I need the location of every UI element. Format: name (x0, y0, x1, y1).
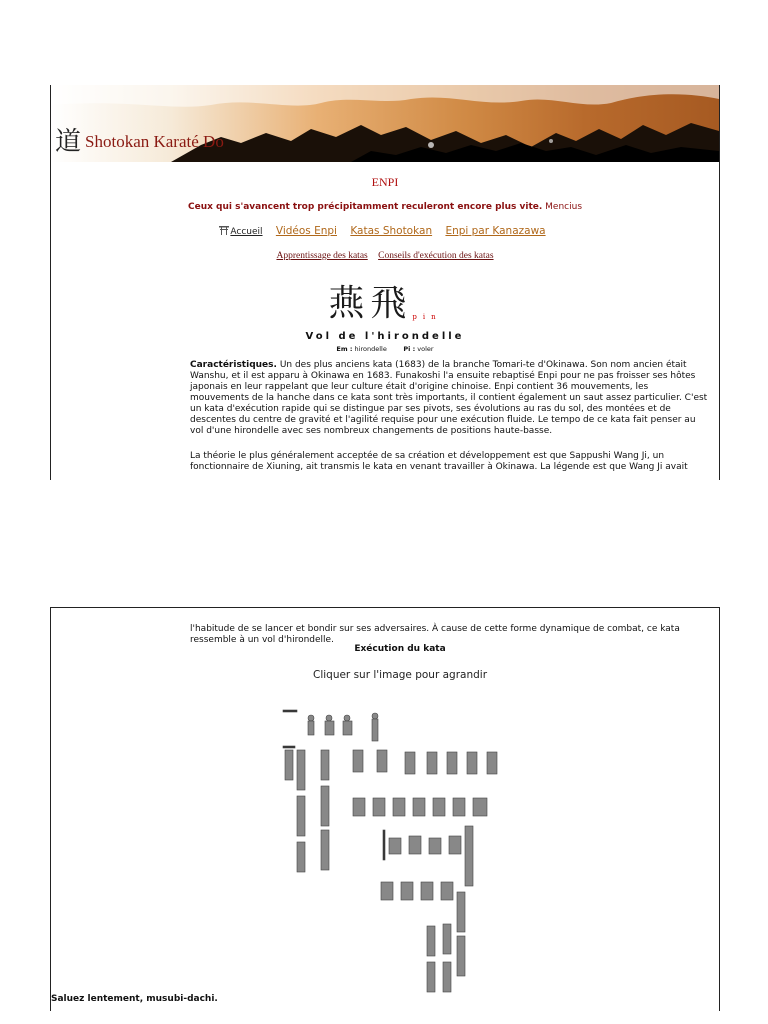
subnav-link-conseils[interactable]: Conseils d'exécution des katas (378, 251, 494, 261)
nav-home-link[interactable]: Accueil (230, 227, 263, 237)
page-title: ENPI (371, 175, 399, 189)
quote (51, 202, 719, 212)
pi-label: Pi : (403, 345, 416, 353)
paragraph-characteristics (190, 360, 710, 437)
execution-heading: Exécution du kata (354, 644, 446, 654)
pi-value: voler (417, 345, 434, 353)
main-nav (51, 225, 719, 237)
kata-diagram-image[interactable] (281, 706, 551, 1000)
page-1 (50, 85, 720, 480)
torii-gate-icon (219, 226, 229, 235)
nav-link-enpi-kanazawa[interactable]: Enpi par Kanazawa (445, 225, 546, 237)
click-hint: Cliquer sur l'image pour agrandir (312, 669, 488, 681)
em-label: Em : (336, 345, 353, 353)
translation (51, 345, 719, 353)
quote-text: Ceux qui s'avancent trop précipitamment reculeront encore plus vite. (187, 202, 543, 212)
site-name: Shotokan Karaté Do (85, 132, 224, 151)
kanji-chars: 燕飛 (328, 283, 413, 324)
kata-sequence-figures (281, 706, 551, 996)
paragraph-theory (190, 451, 710, 473)
nav-link-katas-shotokan[interactable]: Katas Shotokan (350, 225, 433, 237)
sub-nav (51, 251, 719, 261)
page-2 (50, 607, 720, 1011)
kata-meaning: Vol de l'hirondelle (305, 331, 465, 342)
em-value: hirondelle (354, 345, 387, 353)
paragraph-legend (190, 624, 710, 646)
quote-author: Mencius (545, 202, 583, 212)
site-logo[interactable] (55, 129, 224, 155)
figure-caption: Saluez lentement, musubi-dachi. (51, 994, 218, 1004)
paragraph-text: l'habitude de se lancer et bondir sur ses adversaires. À cause de cette forme dynamique de combat, ce kata ressemble à un vol d'hirondelle. (190, 624, 680, 645)
paragraph-lead: Caractéristiques. (190, 360, 277, 370)
paragraph-text: La théorie le plus généralement acceptée de sa création et développement est que Sappushi Wang Ji, un fonctionnaire de Xiuning, ait transmis le kata en venant travailler à Okinawa. La légende est que Wang Ji avait (190, 451, 688, 472)
subnav-link-apprentissage[interactable]: Apprentissage des katas (276, 251, 368, 261)
kanji-calligraphy (51, 275, 719, 326)
nav-link-videos-enpi[interactable]: Vidéos Enpi (275, 225, 337, 237)
paragraph-text: Un des plus anciens kata (1683) de la branche Tomari-te d'Okinawa. Son nom ancien était Wanshu, et il est apparu à Okinawa en 1683. Funakoshi l'a ensuite rebaptisé Enpi pour ne pas froisser ses hôtes japonais en leur rappelant que leur culture était d'origine chinoise. Enpi contient 36 mouvements, les mouvements de la hanche dans ce kata sont très importants, il contient également un saut assez particulier. C'est un kata d'exécution rapide qui se distingue par ses pivots, ses évolutions au ras du sol, des montées et de descentes du centre de gravité et l'agilité requise pour une exécution fluide. Le tempo de ce kata fait penser au vol d'une hirondelle avec ses nombreux changements de positions haute-basse. (190, 360, 708, 436)
site-banner (51, 85, 719, 162)
logo-kanji: 道 (55, 127, 82, 157)
pinyin-label: pin (412, 313, 442, 321)
